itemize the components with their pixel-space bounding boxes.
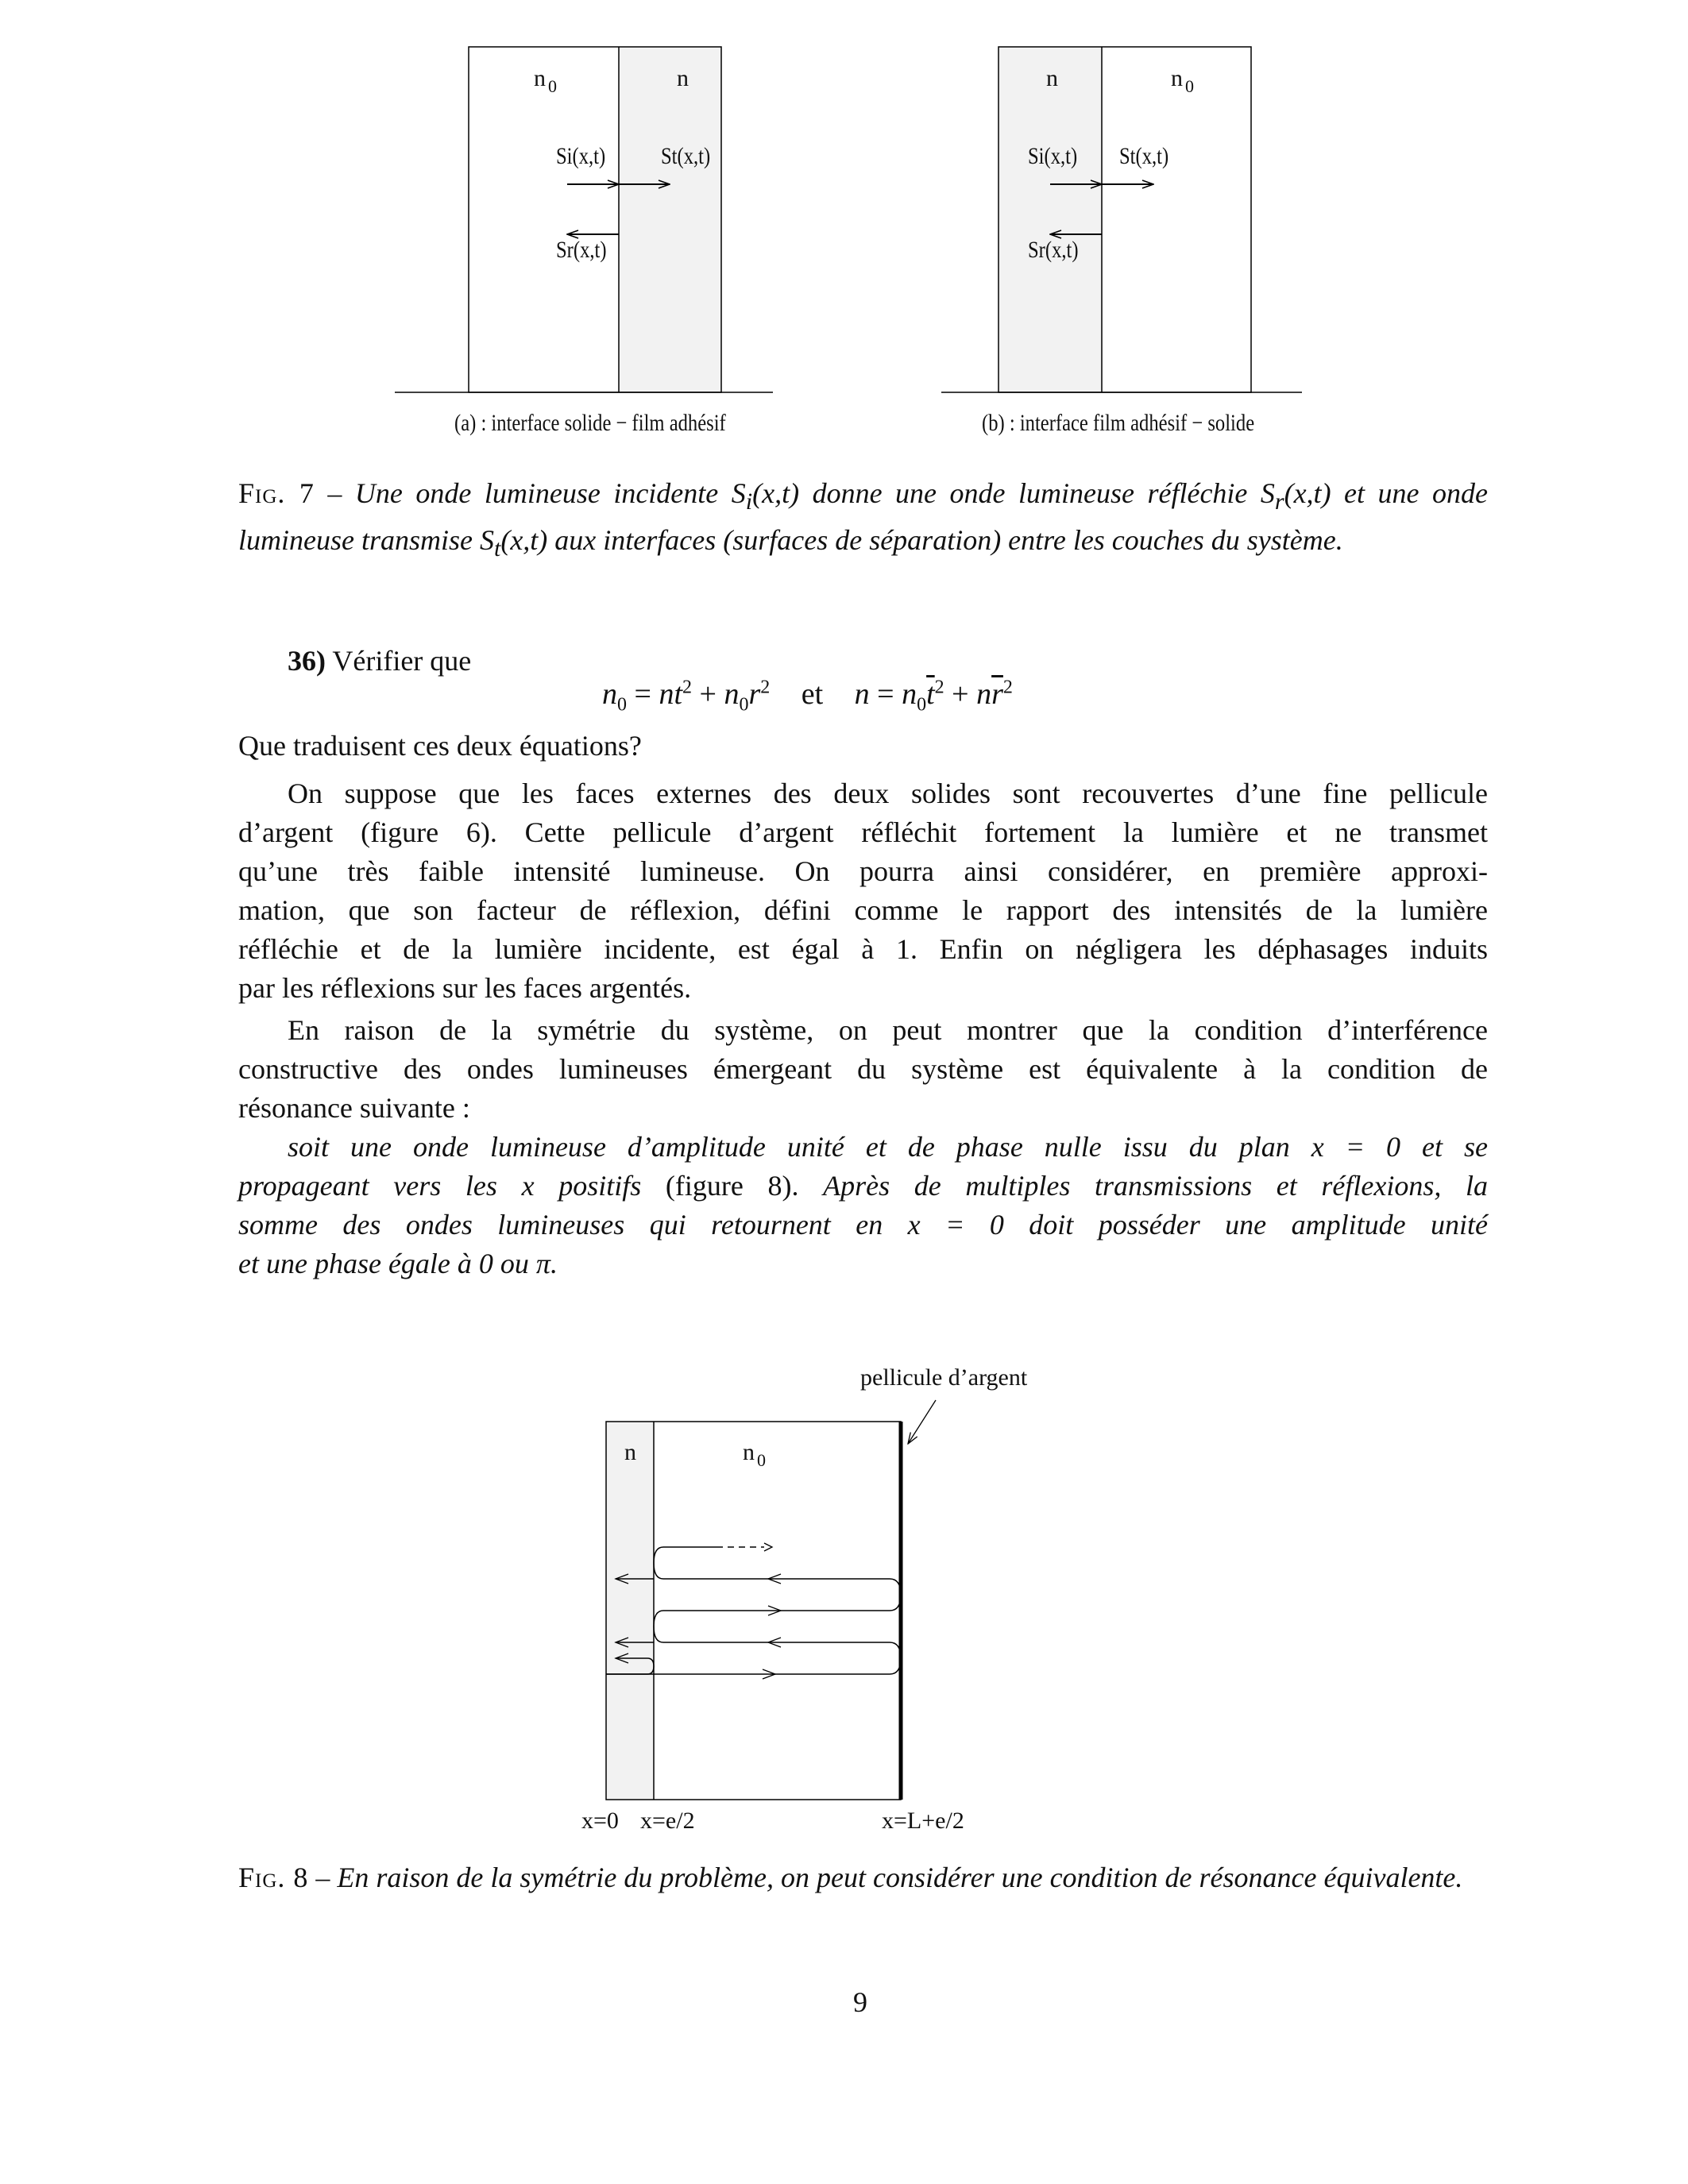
figure-number: Fig. 7 <box>238 477 315 509</box>
text-line: En raison de la symétrie du système, on peut montrer que la condition d’interférence <box>288 1014 1488 1046</box>
italic-span: propageant vers les x positifs <box>238 1170 642 1202</box>
eq-sub: 0 <box>739 694 749 716</box>
eq-exp: 2 <box>682 677 692 698</box>
text-line: qu’une très faible intensité lumineuse. On pourra ainsi considérer, en première approxi- <box>238 855 1488 887</box>
reflected-wave-label: Sr(x,t) <box>1028 237 1079 263</box>
text-line: somme des ondes lumineuses qui retournent en x = 0 doit posséder une amplitude unité <box>238 1209 1488 1241</box>
eq-plus: + <box>952 677 969 711</box>
caption-dash: – <box>314 477 355 509</box>
question-number: 36) <box>288 645 326 677</box>
math-args: (x,t) <box>752 477 800 509</box>
caption-text: aux interfaces (surfaces de séparation) entre les couches du système. <box>547 524 1343 557</box>
medium-label-n: n <box>1046 65 1058 91</box>
eq-plus: + <box>699 677 717 711</box>
question-followup: Que traduisent ces deux équations? <box>238 730 642 762</box>
math-symbol: S <box>479 524 494 557</box>
medium-subscript: 0 <box>1185 76 1194 96</box>
math-args: (x,t) <box>1284 477 1331 509</box>
eq-term: nt <box>659 677 682 711</box>
question-prompt: Vérifier que <box>332 645 472 677</box>
medium-subscript: 0 <box>757 1450 766 1470</box>
mirror-pointer-arrow <box>908 1400 936 1444</box>
math-symbol: S <box>1260 477 1275 509</box>
x-axis-label-L-plus-e-half: x=L+e/2 <box>882 1808 964 1834</box>
film-layer <box>606 1422 654 1800</box>
text-line: constructive des ondes lumineuses émergeant du système est équivalente à la condition de <box>238 1053 1488 1085</box>
eq-term-bar: $\overline{r}$ <box>991 677 1003 711</box>
transmitted-wave-label: St(x,t) <box>1119 143 1169 169</box>
medium-subscript: 0 <box>548 76 557 96</box>
roman-span: (figure 8). <box>641 1170 824 1202</box>
incident-wave-label: Si(x,t) <box>1028 143 1078 169</box>
transmitted-wave-label: St(x,t) <box>661 143 711 169</box>
medium-label-n: n <box>677 65 689 91</box>
math-subscript: r <box>1274 488 1284 515</box>
caption-text: donne une onde lumineuse réfléchie <box>799 477 1261 509</box>
math-subscript: t <box>493 535 501 562</box>
text-line: par les réflexions sur les faces argentés. <box>238 972 692 1004</box>
text-line: résonance suivante : <box>238 1092 470 1124</box>
eq-term-bar: $\overline{t}$ <box>926 677 935 711</box>
medium-label-n0 <box>743 1439 766 1470</box>
eq-equals: = <box>877 677 894 711</box>
text-line: d’argent (figure 6). Cette pellicule d’argent réfléchit fortement la lumière et ne transmet <box>238 816 1488 848</box>
eq-sub: 0 <box>917 694 927 716</box>
figure-number: Fig. 8 <box>238 1862 309 1893</box>
text-line: soit une onde lumineuse d’amplitude unité et de phase nulle issu du plan x = 0 et se <box>288 1131 1488 1163</box>
text-line: réfléchie et de la lumière incidente, est égal à 1. Enfin on négligera les déphasages induits <box>238 933 1488 965</box>
subcaption-b: (b) : interface film adhésif − solide <box>982 410 1255 436</box>
caption-text: Une onde lumineuse incidente <box>354 477 732 509</box>
math-subscript: i <box>745 488 753 515</box>
eq-exp: 2 <box>934 677 944 698</box>
medium-symbol: n <box>1171 65 1183 91</box>
x-axis-label-0: x=0 <box>581 1808 619 1834</box>
italic-span: Après de multiples transmissions et réflexions, la <box>823 1170 1488 1202</box>
caption-text: et une onde lumineuse transmise <box>238 477 1488 557</box>
eq-term: n <box>976 677 992 711</box>
math-args: (x,t) <box>500 524 548 557</box>
text-line: On suppose que les faces externes des deux solides sont recouvertes d’une fine pellicule <box>288 778 1488 809</box>
text-line: et une phase égale à 0 ou π. <box>238 1248 558 1279</box>
reflected-wave-label: Sr(x,t) <box>556 237 607 263</box>
eq-equals: = <box>634 677 651 711</box>
text-line: mation, que son facteur de réflexion, défini comme le rapport des intensités de la lumière <box>238 894 1488 926</box>
page-number: 9 <box>853 1986 867 2018</box>
x-axis-label-e-half: x=e/2 <box>640 1808 695 1834</box>
eq-exp: 2 <box>1002 677 1013 698</box>
eq-connector: et <box>801 677 824 711</box>
incident-wave-label: Si(x,t) <box>556 143 606 169</box>
silver-film-label: pellicule d’argent <box>860 1364 1028 1391</box>
medium-symbol: n <box>743 1439 755 1465</box>
eq-sub: 0 <box>617 694 627 716</box>
figure-8-caption <box>238 1858 1488 1897</box>
caption-dash: – <box>308 1862 338 1893</box>
subcaption-a: (a) : interface solide − film adhésif <box>454 410 726 436</box>
eq-term: n <box>602 677 617 711</box>
medium-symbol: n <box>534 65 546 91</box>
eq-term: n <box>902 677 917 711</box>
caption-text: En raison de la symétrie du problème, on peut considérer une condition de résonance équivalente. <box>337 1862 1463 1893</box>
math-symbol: S <box>731 477 746 509</box>
eq-term: n <box>854 677 870 711</box>
medium-label-n: n <box>624 1439 636 1465</box>
eq-term: r <box>748 677 761 711</box>
eq-exp: 2 <box>760 677 771 698</box>
eq-term: n <box>724 677 740 711</box>
